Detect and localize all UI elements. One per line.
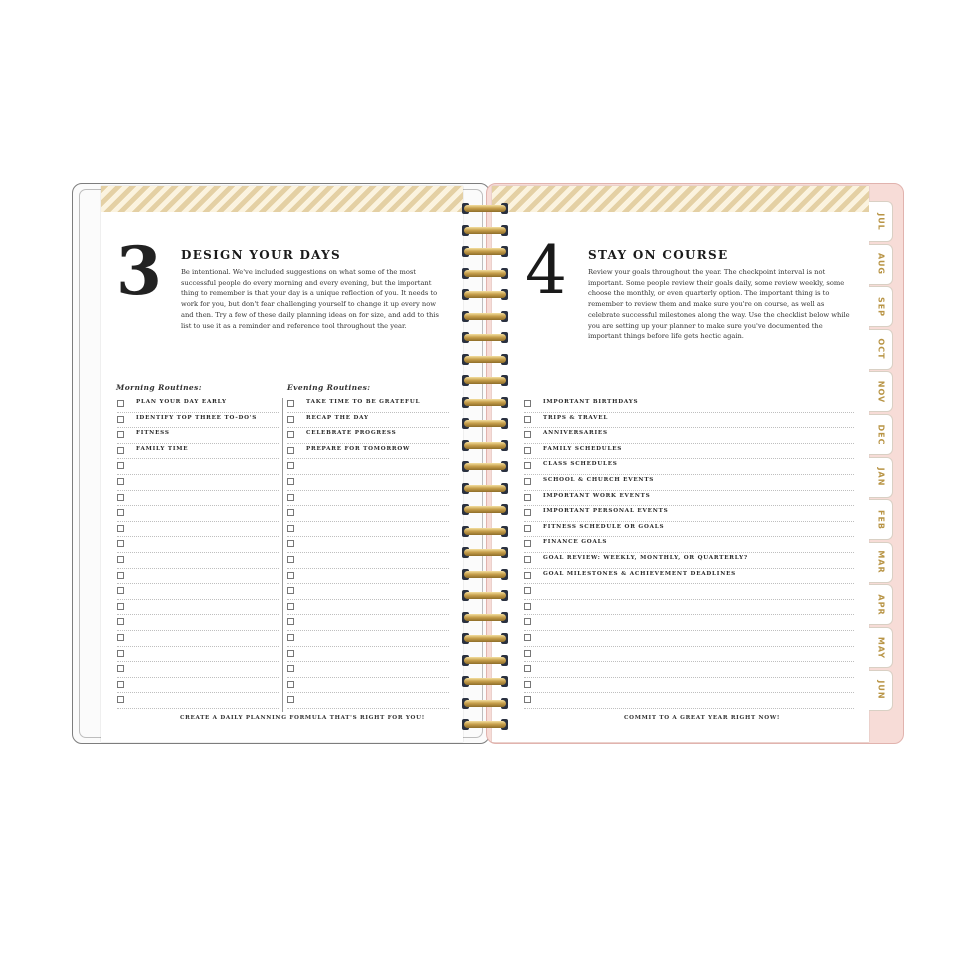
checkbox[interactable] [287, 618, 294, 625]
checkbox[interactable] [117, 478, 124, 485]
list-item [287, 397, 449, 413]
checkbox[interactable] [117, 634, 124, 641]
list-item [287, 413, 449, 429]
checkbox[interactable] [117, 665, 124, 672]
column-divider [282, 398, 283, 712]
intro-paragraph: Review your goals throughout the year. The checkpoint interval is not important. Some people review their goals daily, some review weekly, some choose the monthly, or even quarterly option. The important thing is to remember to review them and make sure you're on course, as well as celebrate successful milestones along the way. Use the checklist below while you are setting up your planner to make sure you've documented the important things before life gets hectic again. [588, 268, 850, 341]
checkbox[interactable] [524, 587, 531, 594]
list-item [524, 491, 854, 507]
tab-label: JAN [876, 467, 885, 487]
checkbox[interactable] [524, 665, 531, 672]
tab-label: NOV [876, 380, 885, 404]
checkbox[interactable] [287, 587, 294, 594]
evening-routines-title: Evening Routines: [287, 383, 371, 392]
list-item [524, 397, 854, 413]
list-item [524, 631, 854, 647]
list-item-label: PLAN YOUR DAY EARLY [136, 399, 227, 405]
checkbox[interactable] [117, 431, 124, 438]
list-item [524, 647, 854, 663]
checkbox[interactable] [287, 400, 294, 407]
list-item [117, 506, 279, 522]
list-item [117, 553, 279, 569]
spiral-ring [462, 396, 508, 409]
right-page [492, 186, 869, 742]
tab-label: FEB [876, 509, 885, 530]
checkbox[interactable] [117, 540, 124, 547]
list-item [287, 600, 449, 616]
tab-dec[interactable] [869, 414, 893, 455]
list-item-label: FITNESS SCHEDULE OR GOALS [543, 523, 665, 530]
spiral-ring [462, 611, 508, 624]
list-item [117, 662, 279, 678]
tab-aug[interactable] [869, 244, 893, 285]
list-item [287, 553, 449, 569]
tab-oct[interactable] [869, 329, 893, 370]
checkbox[interactable] [524, 431, 531, 438]
checkbox[interactable] [117, 603, 124, 610]
list-item [287, 631, 449, 647]
spiral-ring [462, 374, 508, 387]
tab-jun[interactable] [869, 670, 893, 711]
checkbox[interactable] [287, 447, 294, 454]
list-item [524, 600, 854, 616]
checkbox[interactable] [287, 416, 294, 423]
list-item [287, 584, 449, 600]
checkbox[interactable] [117, 572, 124, 579]
tab-label: OCT [876, 338, 885, 360]
spiral-ring [462, 224, 508, 237]
checkbox[interactable] [117, 650, 124, 657]
list-item [287, 678, 449, 694]
checkbox[interactable] [524, 509, 531, 516]
spiral-ring [462, 331, 508, 344]
list-item [287, 537, 449, 553]
list-item [287, 647, 449, 663]
list-item [287, 444, 449, 460]
spiral-ring [462, 417, 508, 430]
list-item-label: IMPORTANT BIRTHDAYS [543, 399, 639, 405]
list-item [117, 459, 279, 475]
list-item-label: SCHOOL & CHURCH EVENTS [543, 477, 655, 483]
spiral-ring [462, 568, 508, 581]
checkbox[interactable] [117, 618, 124, 625]
list-item [117, 413, 279, 429]
spiral-ring [462, 288, 508, 301]
checkbox[interactable] [117, 494, 124, 501]
list-item [524, 537, 854, 553]
list-item [117, 678, 279, 694]
list-item [117, 522, 279, 538]
checkbox[interactable] [524, 618, 531, 625]
list-item [117, 537, 279, 553]
page-number-3: 3 [116, 232, 162, 310]
page-footer: CREATE A DAILY PLANNING FORMULA THAT'S RIGHT FOR YOU! [180, 715, 425, 721]
tab-label: JUN [876, 680, 885, 700]
list-item [117, 615, 279, 631]
checkbox[interactable] [524, 416, 531, 423]
checkbox[interactable] [524, 478, 531, 485]
list-item-label: TRIPS & TRAVEL [543, 414, 609, 421]
list-item [524, 444, 854, 460]
list-item-label: CLASS SCHEDULES [543, 461, 618, 468]
checkbox[interactable] [117, 400, 124, 407]
checkbox[interactable] [524, 540, 531, 547]
list-item-label: TAKE TIME TO BE GRATEFUL [306, 399, 421, 405]
tab-label: MAY [876, 636, 885, 659]
spiral-ring [462, 460, 508, 473]
list-item-label: GOAL MILESTONES & ACHIEVEMENT DEADLINES [543, 570, 737, 577]
checkbox[interactable] [524, 572, 531, 579]
list-item [117, 631, 279, 647]
spiral-ring [462, 267, 508, 280]
tab-sep[interactable] [869, 286, 893, 327]
list-item-label: FAMILY SCHEDULES [543, 445, 623, 452]
list-item [287, 475, 449, 491]
checkbox[interactable] [287, 556, 294, 563]
list-item [117, 693, 279, 709]
list-item [524, 413, 854, 429]
morning-routines-title: Morning Routines: [116, 383, 202, 392]
list-item [524, 553, 854, 569]
gold-stripe-header [492, 186, 869, 212]
checkbox[interactable] [287, 696, 294, 703]
checkbox[interactable] [287, 431, 294, 438]
checkbox[interactable] [287, 572, 294, 579]
tab-apr[interactable] [869, 584, 893, 625]
spiral-ring [462, 546, 508, 559]
list-item-label: IMPORTANT WORK EVENTS [543, 492, 651, 499]
spiral-ring [462, 503, 508, 516]
list-item [287, 522, 449, 538]
list-item [524, 506, 854, 522]
spiral-ring [462, 525, 508, 538]
list-item-label: FINANCE GOALS [543, 539, 608, 546]
list-item [117, 444, 279, 460]
spiral-ring [462, 245, 508, 258]
checkbox[interactable] [117, 681, 124, 688]
list-item-label: FAMILY TIME [136, 445, 189, 452]
list-item [524, 693, 854, 709]
checkbox[interactable] [287, 665, 294, 672]
checkbox[interactable] [287, 634, 294, 641]
list-item [287, 693, 449, 709]
spiral-ring [462, 482, 508, 495]
list-item-label: RECAP THE DAY [306, 414, 369, 421]
tab-label: MAR [876, 550, 885, 574]
page-heading: STAY ON COURSE [588, 248, 729, 262]
list-item [287, 569, 449, 585]
list-item-label: ANNIVERSARIES [543, 430, 608, 437]
left-page [101, 186, 463, 742]
checkbox[interactable] [117, 696, 124, 703]
spiral-ring [462, 697, 508, 710]
list-item [524, 662, 854, 678]
spiral-ring [462, 675, 508, 688]
list-item [287, 491, 449, 507]
tab-mar[interactable] [869, 542, 893, 583]
checkbox[interactable] [287, 494, 294, 501]
list-item [524, 522, 854, 538]
list-item-label: IDENTIFY TOP THREE TO-DO'S [136, 414, 258, 421]
page-number-4: 4 [525, 232, 567, 309]
spiral-ring [462, 654, 508, 667]
list-item [117, 475, 279, 491]
list-item [117, 491, 279, 507]
tab-label: SEP [876, 296, 885, 317]
list-item [524, 678, 854, 694]
checkbox[interactable] [287, 540, 294, 547]
list-item [117, 600, 279, 616]
checkbox[interactable] [287, 509, 294, 516]
checkbox[interactable] [524, 696, 531, 703]
tab-may[interactable] [869, 627, 893, 668]
list-item [117, 428, 279, 444]
checkbox[interactable] [287, 478, 294, 485]
checkbox[interactable] [524, 634, 531, 641]
checkbox[interactable] [117, 509, 124, 516]
spiral-ring [462, 310, 508, 323]
checkbox[interactable] [287, 681, 294, 688]
checkbox[interactable] [117, 462, 124, 469]
checkbox[interactable] [117, 587, 124, 594]
list-item-label: GOAL REVIEW: WEEKLY, MONTHLY, OR QUARTERLY? [543, 555, 748, 561]
checkbox[interactable] [287, 462, 294, 469]
checkbox[interactable] [524, 400, 531, 407]
spiral-ring [462, 439, 508, 452]
list-item-label: IMPORTANT PERSONAL EVENTS [543, 508, 669, 515]
checkbox[interactable] [287, 603, 294, 610]
checkbox[interactable] [524, 650, 531, 657]
list-item-label: PREPARE FOR TOMORROW [306, 445, 411, 452]
tab-feb[interactable] [869, 499, 893, 540]
page-heading: DESIGN YOUR DAYS [181, 248, 342, 262]
tab-nov[interactable] [869, 371, 893, 412]
checkbox[interactable] [287, 650, 294, 657]
checkbox[interactable] [524, 681, 531, 688]
checkbox[interactable] [287, 525, 294, 532]
list-item [524, 584, 854, 600]
list-item [287, 506, 449, 522]
list-item [117, 647, 279, 663]
spiral-ring [462, 202, 508, 215]
spiral-ring [462, 589, 508, 602]
list-item [524, 475, 854, 491]
page-footer: COMMIT TO A GREAT YEAR RIGHT NOW! [624, 715, 780, 721]
tab-jan[interactable] [869, 457, 893, 498]
checkbox[interactable] [117, 525, 124, 532]
list-item [524, 459, 854, 475]
checkbox[interactable] [524, 556, 531, 563]
tab-label: JUL [876, 212, 885, 231]
list-item [287, 428, 449, 444]
list-item [524, 615, 854, 631]
list-item-label: FITNESS [136, 430, 170, 437]
checkbox[interactable] [524, 494, 531, 501]
list-item [287, 615, 449, 631]
tab-label: DEC [876, 424, 885, 445]
intro-paragraph: Be intentional. We've included suggestions on what some of the most successful people do every morning and every evening, but the important thing to remember is that your day is a unique reflection of you. It needs to work for you, but don't fear challenging yourself to change it up every now and then. Try a few of these daily planning ideas on for size, and add to this list to use it as a reminder and reference tool throughout the year. [181, 268, 439, 330]
checkbox[interactable] [524, 462, 531, 469]
tab-jul[interactable] [869, 201, 893, 242]
tab-label: APR [876, 594, 885, 616]
tab-label: AUG [876, 253, 885, 276]
spiral-ring [462, 353, 508, 366]
list-item [524, 428, 854, 444]
checkbox[interactable] [117, 556, 124, 563]
checkbox[interactable] [524, 447, 531, 454]
list-item-label: CELEBRATE PROGRESS [306, 430, 397, 437]
gold-stripe-header [101, 186, 463, 212]
checkbox[interactable] [117, 447, 124, 454]
checkbox[interactable] [524, 525, 531, 532]
spiral-ring [462, 718, 508, 731]
spiral-ring [462, 632, 508, 645]
list-item [287, 662, 449, 678]
list-item [117, 584, 279, 600]
list-item [287, 459, 449, 475]
list-item [524, 569, 854, 585]
list-item [117, 397, 279, 413]
list-item [117, 569, 279, 585]
checkbox[interactable] [117, 416, 124, 423]
checkbox[interactable] [524, 603, 531, 610]
